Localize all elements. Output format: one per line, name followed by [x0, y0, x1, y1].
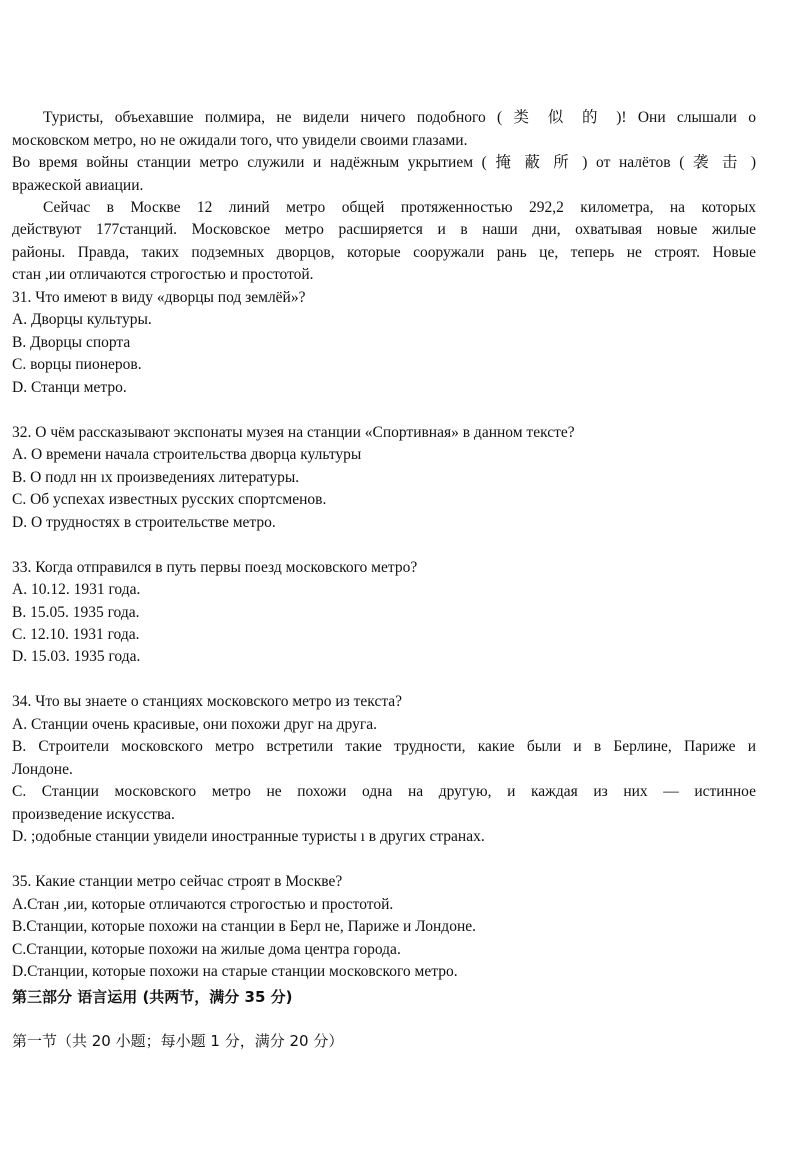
q33-option-a: A. 10.12. 1931 года.: [12, 581, 141, 598]
q34-option-c-line-1: C. Станции московского метро не похожи одна на другую, и каждая из них — истинное: [12, 783, 756, 800]
question-35: 35. Какие станции метро сейчас строят в Москве?: [12, 873, 343, 890]
q33-option-d: D. 15.03. 1935 года.: [12, 648, 141, 665]
passage-paragraph-3-line-2: действуют 177станций. Московское метро расширяется и в наши дни, охватывая новые жилые: [12, 221, 756, 238]
q32-option-a: A. О времени начала строительства дворца культуры: [12, 446, 362, 463]
q35-option-c: C.Станции, которые похожи на жилые дома центра города.: [12, 941, 401, 958]
q32-option-d: D. О трудностях в строительстве метро.: [12, 514, 276, 531]
passage-paragraph-2-line-1: Во время войны станции метро служили и надёжным укрытием ( 掩 蔽 所 ) от налётов ( 袭 击 ): [12, 154, 756, 171]
q31-option-c: C. ворцы пионеров.: [12, 356, 142, 373]
passage-paragraph-3-line-3: районы. Правда, таких подземных дворцов, которые сооружали рань це, теперь не строят. Новые: [12, 244, 756, 261]
q34-option-d: D. ;одобные станции увидели иностранные туристы ı в других странах.: [12, 828, 485, 845]
passage-paragraph-1-line-1: Туристы, объехавшие полмира, не видели ничего подобного ( 类 似 的 )! Они слышали о: [43, 109, 756, 126]
question-33: 33. Когда отправился в путь первы поезд московского метро?: [12, 559, 418, 576]
q33-option-c: C. 12.10. 1931 года.: [12, 626, 140, 643]
passage-paragraph-2-line-2: вражеской авиации.: [12, 177, 144, 194]
q31-option-a: A. Дворцы культуры.: [12, 311, 152, 328]
question-31: 31. Что имеют в виду «дворцы под землёй»?: [12, 289, 306, 306]
question-32: 32. О чём рассказывают экспонаты музея на станции «Спортивная» в данном тексте?: [12, 424, 575, 441]
q31-option-b: B. Дворцы спорта: [12, 334, 131, 351]
question-34: 34. Что вы знаете о станциях московского метро из текста?: [12, 693, 403, 710]
passage-paragraph-3-line-4: стан ,ии отличаются строгостью и простотой.: [12, 266, 314, 283]
passage-paragraph-3-line-1: Сейчас в Москве 12 линий метро общей протяженностью 292,2 километра, на которых: [43, 199, 756, 216]
q35-option-b: B.Станции, которые похожи на станции в Берл не, Париже и Лондоне.: [12, 918, 476, 935]
q32-option-c: C. Об успехах известных русских спортсменов.: [12, 491, 327, 508]
q32-option-b: B. О подл нн ıх произведениях литературы.: [12, 469, 300, 486]
q33-option-b: B. 15.05. 1935 года.: [12, 604, 140, 621]
q35-option-d: D.Станции, которые похожи на старые станции московского метро.: [12, 963, 458, 980]
q34-option-c-line-2: произведение искусства.: [12, 806, 175, 823]
q34-option-b-line-1: B. Строители московского метро встретили такие трудности, какие были и в Берлине, Париже и: [12, 738, 756, 755]
q34-option-b-line-2: Лондоне.: [12, 761, 73, 778]
q35-option-a: A.Стан ,ии, которые отличаются строгостью и простотой.: [12, 896, 394, 913]
section-1-heading: 第一节（共 20 小题；每小题 1 分，满分 20 分）: [12, 1032, 344, 1050]
passage-paragraph-1-line-2: московском метро, но не ожидали того, что увидели своими глазами.: [12, 132, 468, 149]
section-part-3-heading: 第三部分 语言运用 (共两节，满分 35 分): [12, 988, 293, 1006]
q31-option-d: D. Станци метро.: [12, 379, 127, 396]
q34-option-a: A. Станции очень красивые, они похожи друг на друга.: [12, 716, 377, 733]
